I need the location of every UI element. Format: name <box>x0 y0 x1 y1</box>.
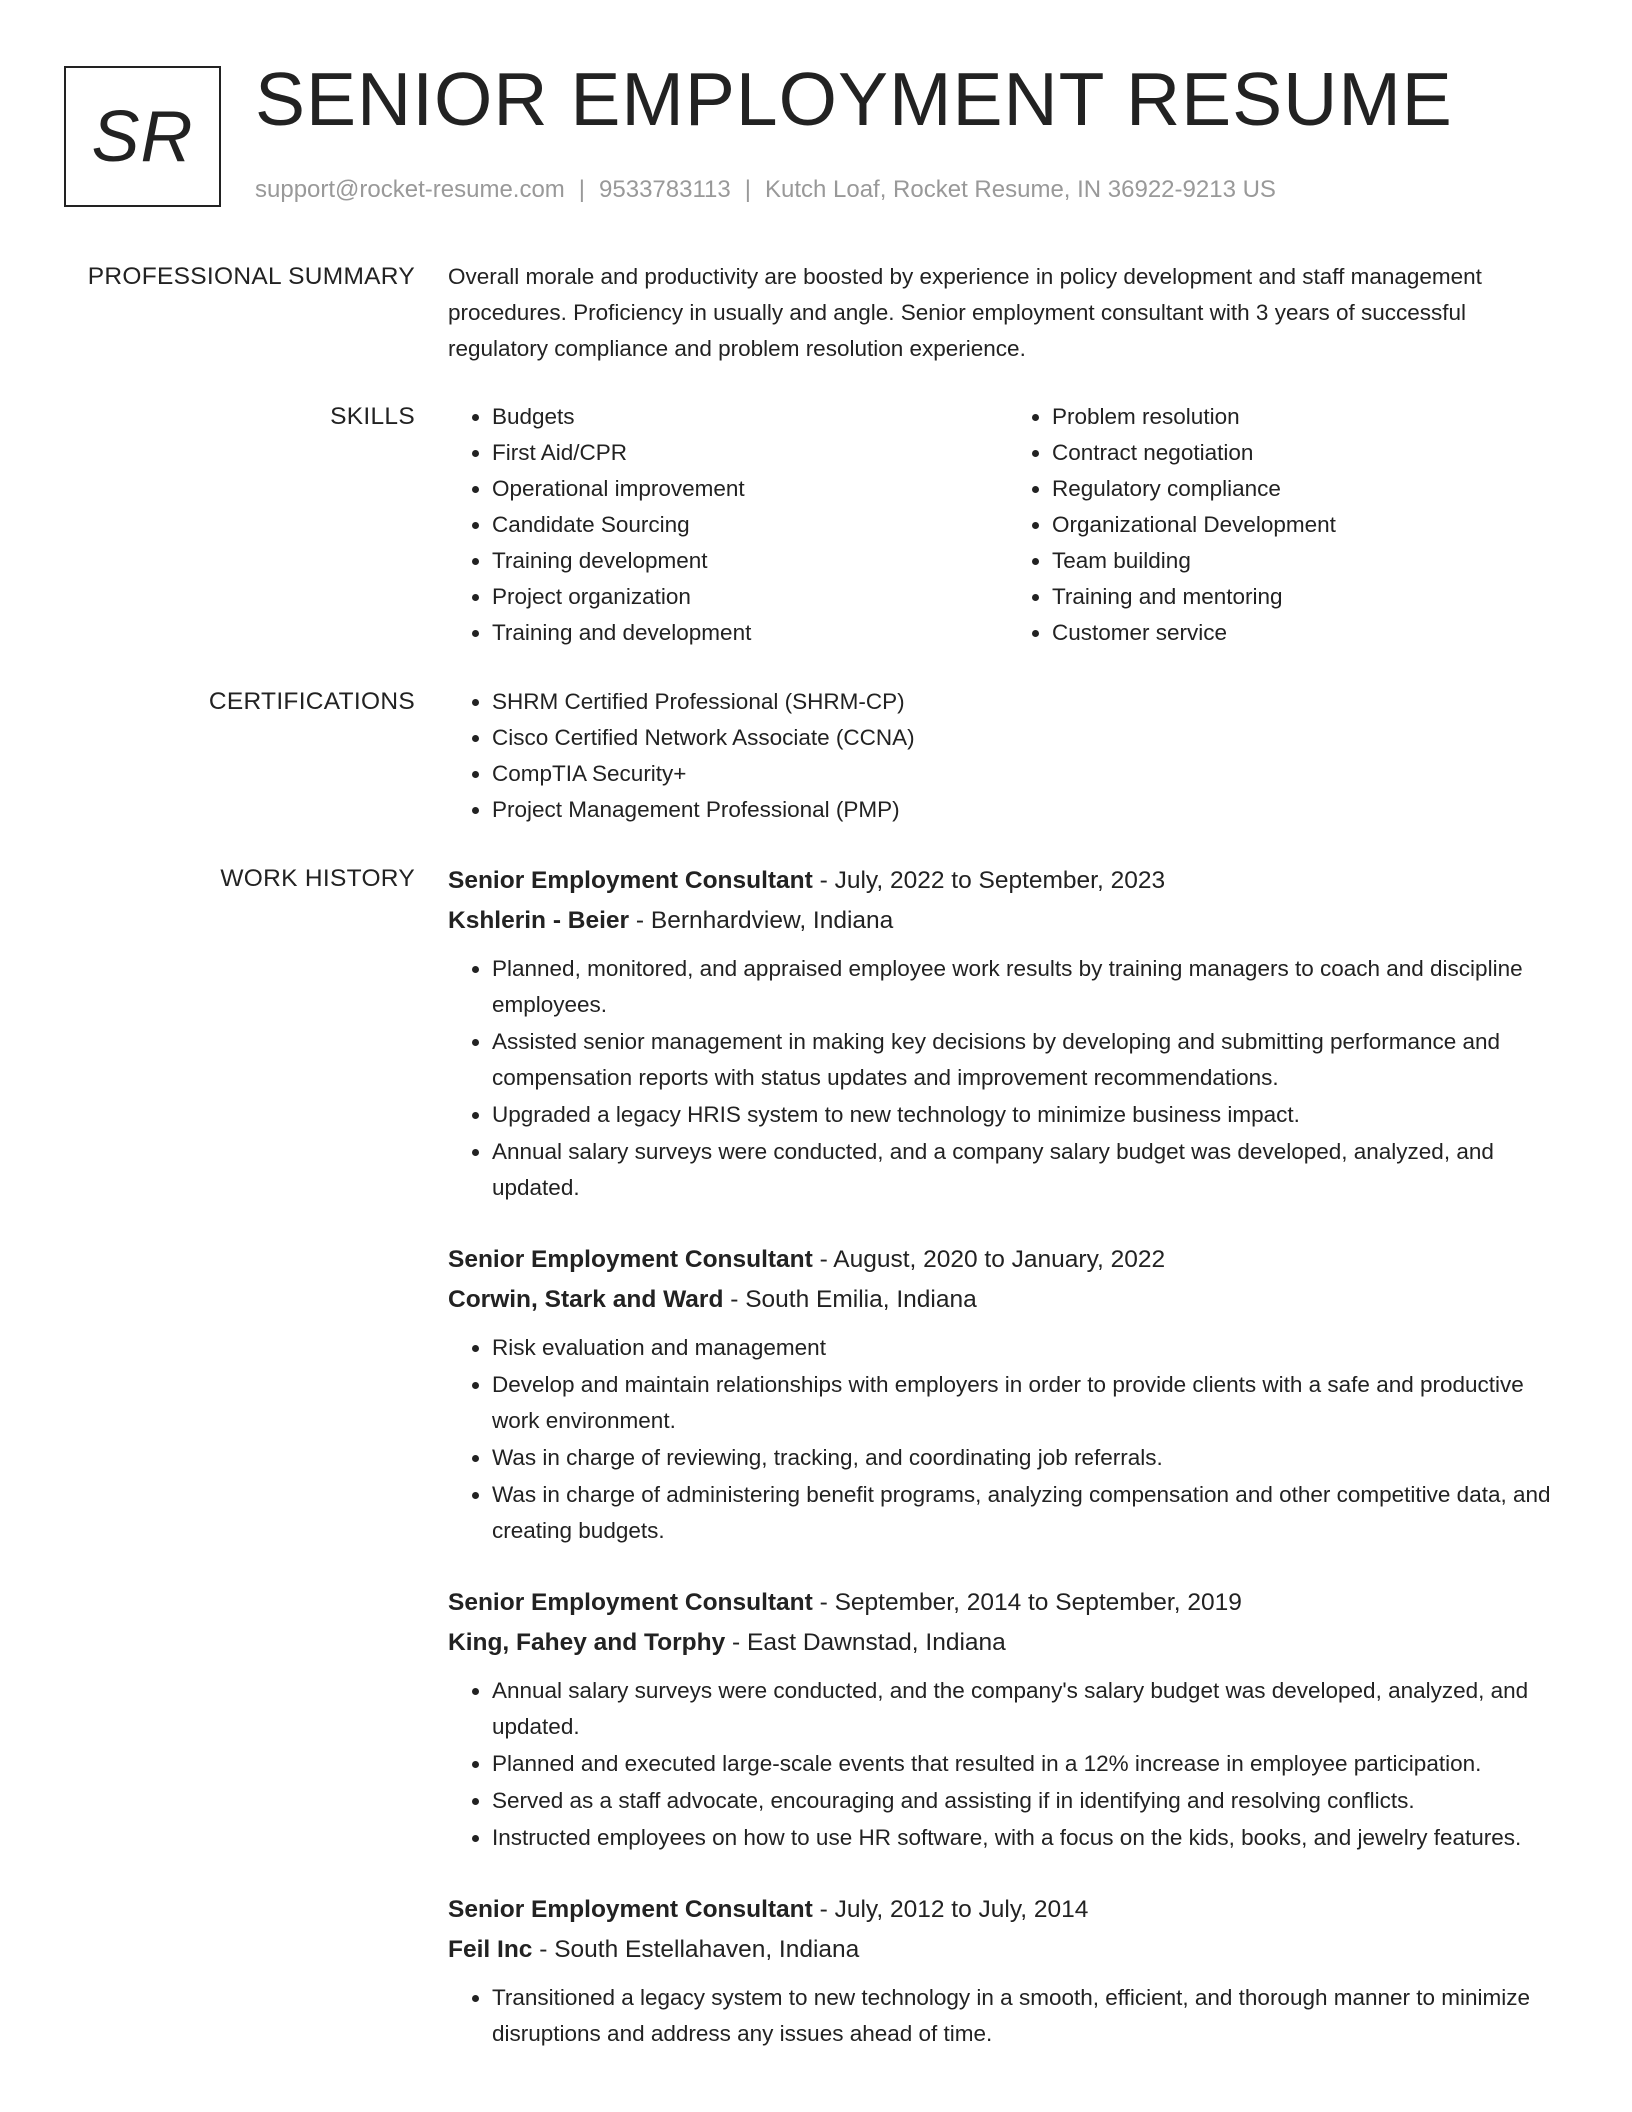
job-location: - East Dawnstad, Indiana <box>725 1629 1006 1656</box>
contact-phone: 9533783113 <box>599 176 731 203</box>
certification-item: • CompTIA Security+ <box>492 756 1568 792</box>
skill-item: • Candidate Sourcing <box>492 507 1008 543</box>
job-entry <box>448 1583 1568 1856</box>
job-title: Senior Employment Consultant <box>448 1589 813 1616</box>
job-company: Corwin, Stark and Ward <box>448 1286 724 1313</box>
skill-item: • Contract negotiation <box>1052 435 1568 471</box>
summary-text: Overall morale and productivity are boosted by experience in policy development and staff management procedures. Proficiency in usually and angle. Senior employment consultant with 3 years of successful regulatory compliance and problem resolution experience. <box>448 264 1482 361</box>
skills-heading: SKILLS <box>330 403 415 430</box>
job-title-line <box>448 1583 1568 1623</box>
job-bullet: • Annual salary surveys were conducted, and the company's salary budget was developed, analyzed, and updated. <box>492 1673 1568 1745</box>
job-entry <box>448 1890 1568 2052</box>
job-title-line <box>448 1890 1568 1930</box>
contact-separator: | <box>578 176 586 203</box>
job-title: Senior Employment Consultant <box>448 1246 813 1273</box>
job-bullet: • Assisted senior management in making key decisions by developing and submitting performance and compensation reports with status updates and improvement recommendations. <box>492 1024 1568 1096</box>
contact-email: support@rocket-resume.com <box>255 176 565 203</box>
job-location: - Bernhardview, Indiana <box>629 907 894 934</box>
skills-list-left <box>448 399 1008 651</box>
job-dates: - July, 2012 to July, 2014 <box>812 1896 1089 1923</box>
skill-item: • Problem resolution <box>1052 399 1568 435</box>
job-title-line <box>448 861 1568 901</box>
job-dates: - July, 2022 to September, 2023 <box>812 867 1166 894</box>
job-company: King, Fahey and Torphy <box>448 1629 726 1656</box>
skill-item: • Operational improvement <box>492 471 1008 507</box>
certifications-heading: CERTIFICATIONS <box>208 688 415 715</box>
job-company-line <box>448 1930 1568 1970</box>
job-company: Feil Inc <box>448 1936 533 1963</box>
summary-heading: PROFESSIONAL SUMMARY <box>87 263 415 290</box>
skill-item: • Organizational Development <box>1052 507 1568 543</box>
skill-item: • Training and development <box>492 615 1008 651</box>
skill-item: • Project organization <box>492 579 1008 615</box>
job-bullet: • Planned, monitored, and appraised employee work results by training managers to coach and discipline employees. <box>492 951 1568 1023</box>
job-bullet: • Upgraded a legacy HRIS system to new technology to minimize business impact. <box>492 1097 1568 1133</box>
job-bullet: • Instructed employees on how to use HR software, with a focus on the kids, books, and jewelry features. <box>492 1820 1568 1856</box>
job-bullets <box>448 1330 1568 1549</box>
skill-item: • Budgets <box>492 399 1008 435</box>
job-title: Senior Employment Consultant <box>448 867 813 894</box>
skill-item: • Training and mentoring <box>1052 579 1568 615</box>
skill-item: • First Aid/CPR <box>492 435 1008 471</box>
certifications-body <box>448 684 1568 828</box>
work-history-heading: WORK HISTORY <box>220 865 415 892</box>
resume-title: SENIOR EMPLOYMENT RESUME <box>255 57 1453 141</box>
job-bullets <box>448 951 1568 1206</box>
job-bullet: • Was in charge of reviewing, tracking, and coordinating job referrals. <box>492 1440 1568 1476</box>
contact-line <box>255 176 1276 204</box>
skill-item: • Team building <box>1052 543 1568 579</box>
job-company-line <box>448 1280 1568 1320</box>
job-entry <box>448 1240 1568 1549</box>
monogram-initials: SR <box>91 96 194 177</box>
certifications-list <box>448 684 1568 828</box>
contact-address: Kutch Loaf, Rocket Resume, IN 36922-9213 US <box>764 176 1276 203</box>
job-company-line <box>448 901 1568 941</box>
job-location: - South Estellahaven, Indiana <box>532 1936 860 1963</box>
job-bullets <box>448 1673 1568 1856</box>
job-bullet: • Planned and executed large-scale events that resulted in a 12% increase in employee participation. <box>492 1746 1568 1782</box>
skill-item: • Regulatory compliance <box>1052 471 1568 507</box>
skills-list-right <box>1008 399 1568 651</box>
job-dates: - September, 2014 to September, 2019 <box>812 1589 1242 1616</box>
job-company-line <box>448 1623 1568 1663</box>
skills-columns <box>448 399 1568 651</box>
job-company: Kshlerin - Beier <box>448 907 630 934</box>
job-bullet: • Annual salary surveys were conducted, and a company salary budget was developed, analyzed, and updated. <box>492 1134 1568 1206</box>
certification-item: • Project Management Professional (PMP) <box>492 792 1568 828</box>
job-location: - South Emilia, Indiana <box>723 1286 977 1313</box>
job-bullet: • Served as a staff advocate, encouraging and assisting if in identifying and resolving conflicts. <box>492 1783 1568 1819</box>
job-title-line <box>448 1240 1568 1280</box>
job-bullet: • Risk evaluation and management <box>492 1330 1568 1366</box>
certification-item: • SHRM Certified Professional (SHRM-CP) <box>492 684 1568 720</box>
job-title: Senior Employment Consultant <box>448 1896 813 1923</box>
job-bullet: • Transitioned a legacy system to new technology in a smooth, efficient, and thorough manner to minimize disruptions and address any issues ahead of time. <box>492 1980 1568 2052</box>
certification-item: • Cisco Certified Network Associate (CCNA) <box>492 720 1568 756</box>
job-bullet: • Develop and maintain relationships with employers in order to provide clients with a safe and productive work environment. <box>492 1367 1568 1439</box>
contact-separator: | <box>744 176 751 203</box>
work-history-body <box>448 861 1568 2086</box>
skill-item: • Customer service <box>1052 615 1568 651</box>
job-bullets <box>448 1980 1568 2052</box>
job-bullet: • Was in charge of administering benefit programs, analyzing compensation and other competitive data, and creating budgets. <box>492 1477 1568 1549</box>
skill-item: • Training development <box>492 543 1008 579</box>
monogram-logo <box>64 66 221 207</box>
job-entry <box>448 861 1568 1206</box>
job-dates: - August, 2020 to January, 2022 <box>812 1246 1166 1273</box>
